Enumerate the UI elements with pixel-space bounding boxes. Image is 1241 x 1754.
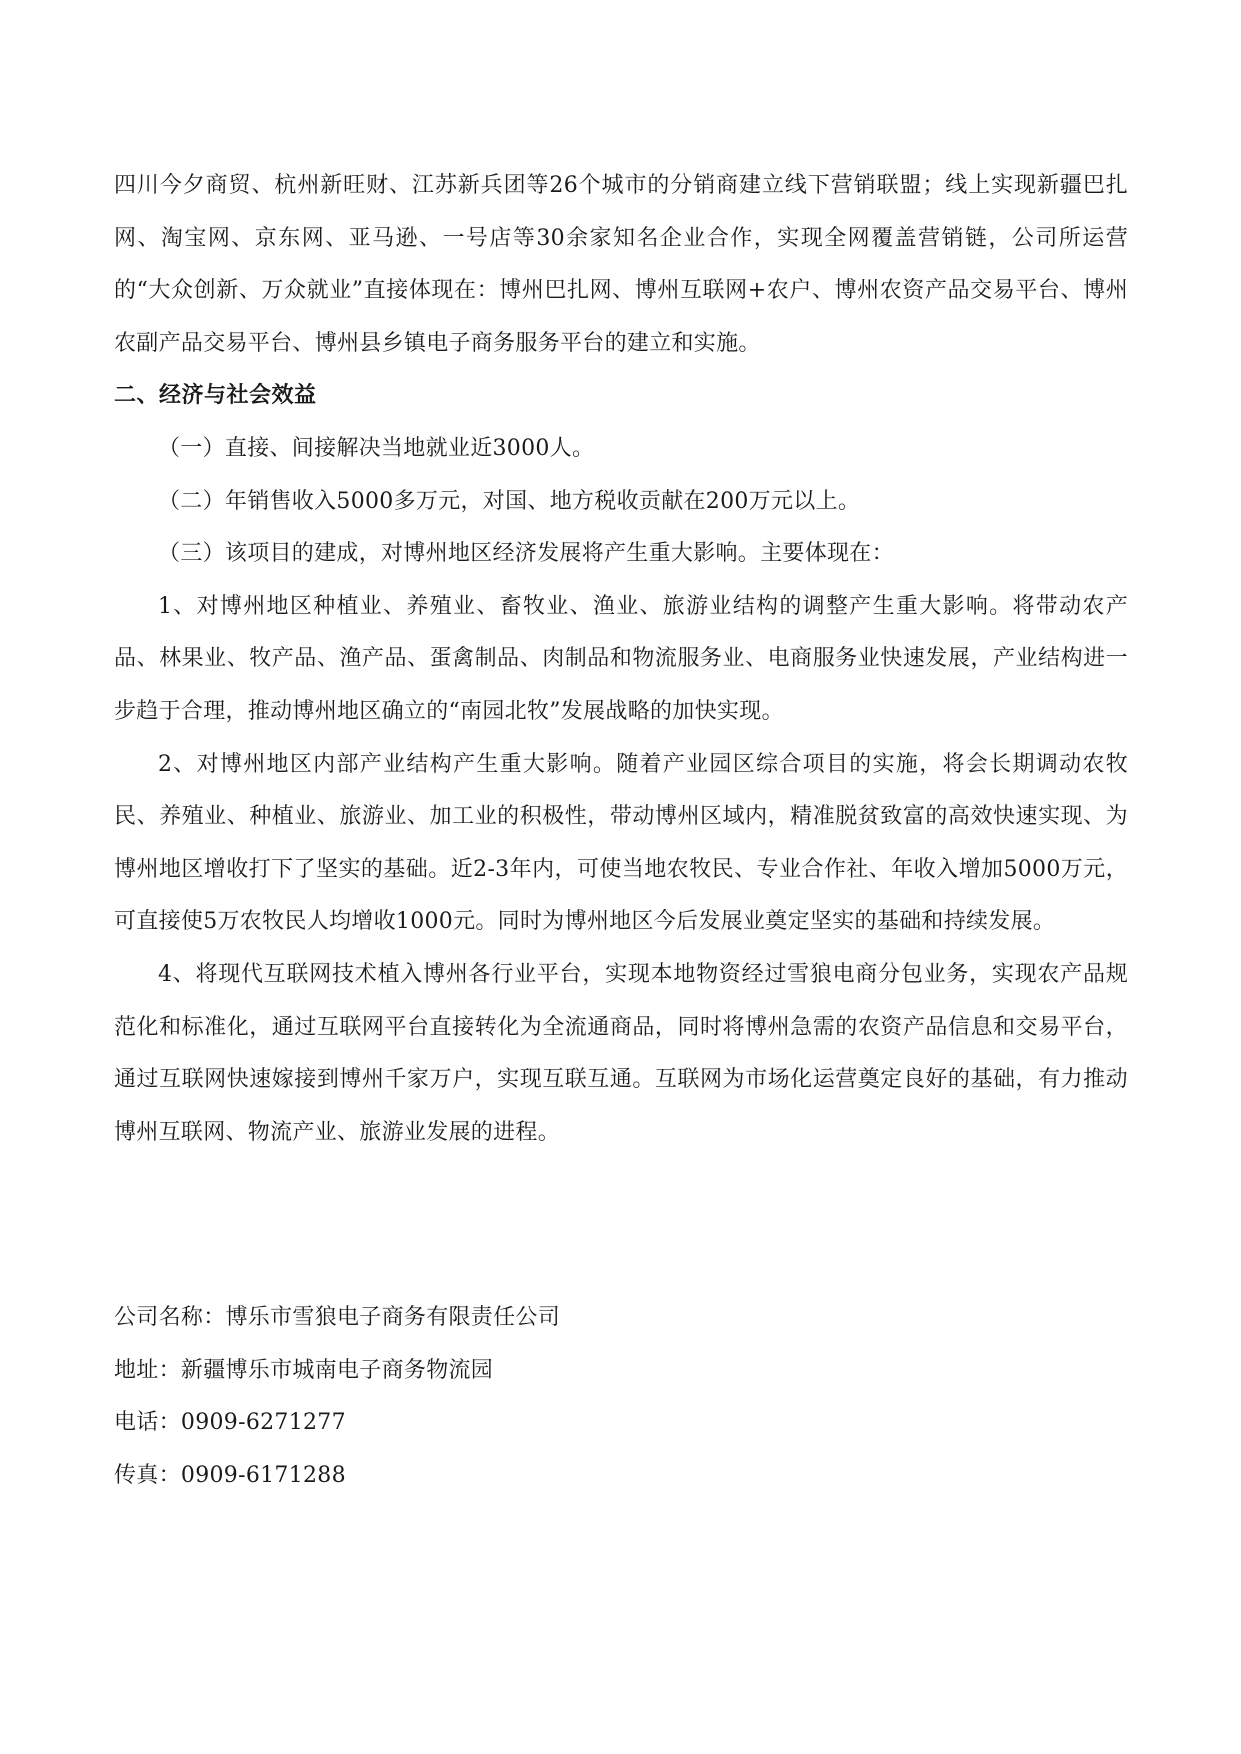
company-address: 地址：新疆博乐市城南电子商务物流园 — [114, 1357, 494, 1383]
company-fax: 传真：0909-6171288 — [114, 1462, 346, 1488]
section-heading: 二、经济与社会效益 — [114, 383, 317, 409]
contact-block — [114, 1292, 1128, 1502]
impact-paragraph-1: 1、对博州地区种植业、养殖业、畜牧业、渔业、旅游业结构的调整产生重大影响。将带动农产品、林果业、牧产品、渔产品、蛋禽制品、肉制品和物流服务业、电商服务业快速发展，产业结构进一步趋于合理，推动博州地区确立的“南园北牧”发展战略的加快实现。 — [114, 593, 1128, 724]
document-body — [114, 160, 1128, 1159]
company-phone: 电话：0909-6271277 — [114, 1410, 346, 1436]
benefit-item-1: （一）直接、间接解决当地就业近3000人。 — [158, 435, 595, 461]
benefit-item-3: （三）该项目的建成，对博州地区经济发展将产生重大影响。主要体现在： — [158, 541, 894, 567]
benefit-item-2: （二）年销售收入5000多万元，对国、地方税收贡献在200万元以上。 — [158, 488, 861, 514]
impact-paragraph-2: 2、对博州地区内部产业结构产生重大影响。随着产业园区综合项目的实施，将会长期调动农牧民、养殖业、种植业、旅游业、加工业的积极性，带动博州区域内，精准脱贫致富的高效快速实现、为博州地区增收打下了坚实的基础。近2-3年内，可使当地农牧民、专业合作社、年收入增加5000万元，可直接使5万农牧民人均增收1000元。同时为博州地区今后发展业奠定坚实的基础和持续发展。 — [114, 751, 1128, 935]
company-name: 公司名称：博乐市雪狼电子商务有限责任公司 — [114, 1305, 561, 1330]
impact-paragraph-4: 4、将现代互联网技术植入博州各行业平台，实现本地物资经过雪狼电商分包业务，实现农产品规范化和标准化，通过互联网平台直接转化为全流通商品，同时将博州急需的农资产品信息和交易平台，通过互联网快速嫁接到博州千家万户，实现互联互通。互联网为市场化运营奠定良好的基础，有力推动博州互联网、物流产业、旅游业发展的进程。 — [114, 961, 1128, 1145]
intro-paragraph: 四川今夕商贸、杭州新旺财、江苏新兵团等26个城市的分销商建立线下营销联盟；线上实现新疆巴扎网、淘宝网、京东网、亚马逊、一号店等30余家知名企业合作，实现全网覆盖营销链，公司所运营的“大众创新、万众就业”直接体现在：博州巴扎网、博州互联网+农户、博州农资产品交易平台、博州农副产品交易平台、博州县乡镇电子商务服务平台的建立和实施。 — [114, 173, 1128, 356]
